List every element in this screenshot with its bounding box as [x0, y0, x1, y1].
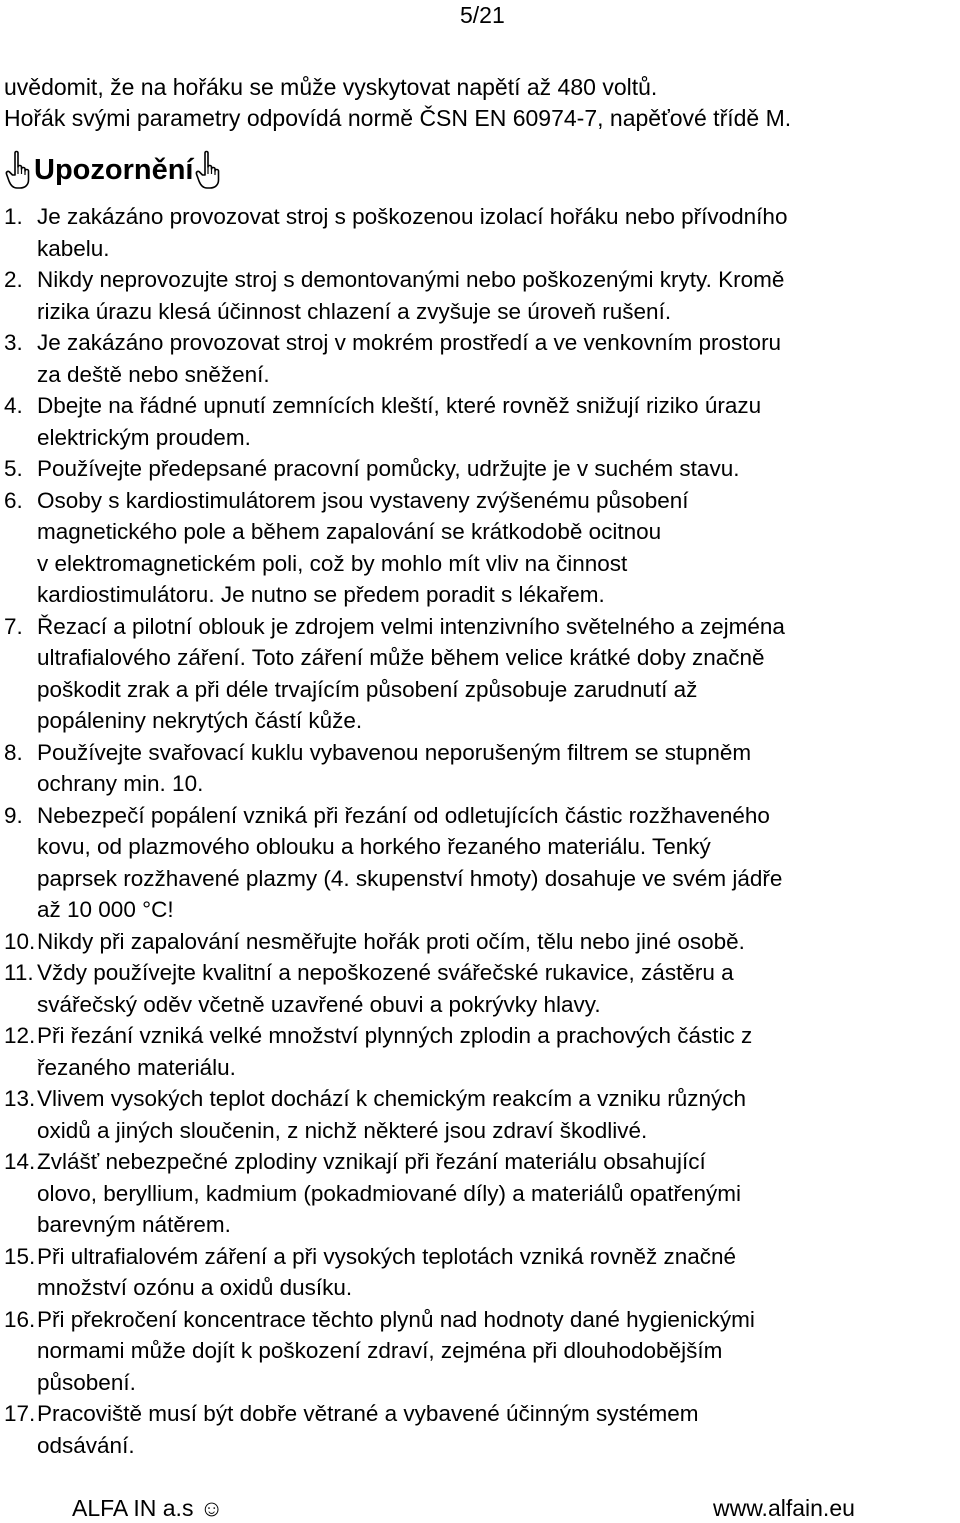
list-item-line: Je zakázáno provozovat stroj v mokrém prostředí a ve venkovním prostoru: [37, 330, 782, 355]
list-item: [0, 1398, 960, 1461]
list-item-line: paprsek rozžhavené plazmy (4. skupenství hmoty) dosahuje ve svém jádře: [37, 865, 783, 891]
list-item-line: Nebezpečí popálení vzniká při řezání od odletujících částic rozžhaveného: [37, 802, 770, 828]
list-item-number: 11.: [4, 960, 34, 985]
list-item-line: za deště nebo sněžení.: [37, 361, 270, 387]
list-item-line: Při ultrafialovém záření a při vysokých teplotách vzniká rovněž značné: [37, 1243, 737, 1269]
list-item-line: Používejte předepsané pracovní pomůcky, udržujte je v suchém stavu.: [37, 456, 740, 481]
list-item-line: normami může dojít k poškození zdraví, zejména při dlouhodobějším: [37, 1338, 723, 1363]
list-item-number: 13.: [4, 1086, 36, 1111]
page-number: 5/21: [460, 2, 505, 28]
intro-line: Hořák svými parametry odpovídá normě ČSN EN 60974-7, napěťové třídě M.: [4, 105, 792, 131]
list-item-number: 8.: [4, 739, 23, 765]
pointing-hand-icon: [4, 150, 34, 190]
list-item: [0, 201, 960, 264]
list-item-number: 4.: [4, 393, 23, 418]
list-item-line: působení.: [37, 1369, 136, 1395]
footer-website: www.alfain.eu: [713, 1495, 855, 1521]
list-item-line: kabelu.: [37, 235, 110, 261]
list-item: [0, 957, 960, 1020]
list-item-line: řezaného materiálu.: [37, 1054, 236, 1080]
list-item-line: ultrafialového záření. Toto záření může během velice krátké doby značně: [37, 645, 765, 670]
list-item-line: Vždy používejte kvalitní a nepoškozené svářečské rukavice, zástěru a: [37, 960, 734, 985]
list-item: [0, 390, 960, 453]
list-item-number: 2.: [4, 267, 23, 292]
page-footer: [0, 1493, 960, 1523]
list-item-line: Zvlášť nebezpečné zplodiny vznikají při řezání materiálu obsahující: [37, 1149, 706, 1174]
list-item-number: 12.: [4, 1023, 36, 1048]
list-item-line: poškodit zrak a při déle trvajícím působení způsobuje zarudnutí až: [37, 676, 698, 702]
list-item-number: 3.: [4, 330, 23, 355]
list-item: [0, 1304, 960, 1399]
list-item: [0, 800, 960, 926]
list-item-line: barevným nátěrem.: [37, 1212, 231, 1237]
list-item: [0, 1146, 960, 1241]
list-item-line: kovu, od plazmového oblouku a horkého řezaného materiálu. Tenký: [37, 834, 711, 859]
list-item: [0, 737, 960, 800]
list-item-line: množství ozónu a oxidů dusíku.: [37, 1275, 353, 1300]
list-item-line: oxidů a jiných sloučenin, z nichž některé jsou zdraví škodlivé.: [37, 1117, 648, 1143]
list-item: [0, 327, 960, 390]
list-item: [0, 485, 960, 611]
pointing-hand-icon: [194, 150, 224, 190]
list-item-line: Při překročení koncentrace těchto plynů nad hodnoty dané hygienickými: [37, 1306, 755, 1332]
list-item-line: Při řezání vzniká velké množství plynných zplodin a prachových částic z: [37, 1023, 753, 1048]
list-item-line: elektrickým proudem.: [37, 424, 251, 450]
list-item-line: až 10 000 °C!: [37, 897, 174, 922]
list-item-number: 15.: [4, 1243, 36, 1269]
list-item-number: 6.: [4, 487, 23, 513]
warning-list: [0, 201, 960, 1461]
list-item-number: 1.: [4, 204, 23, 229]
list-item-line: rizika úrazu klesá účinnost chlazení a zvyšuje se úroveň rušení.: [37, 298, 672, 324]
list-item-line: Nikdy neprovozujte stroj s demontovanými nebo poškozenými kryty. Kromě: [37, 267, 785, 292]
warning-heading: [4, 148, 224, 192]
list-item: [0, 1241, 960, 1304]
list-item-line: Nikdy při zapalování nesměřujte hořák proti očím, tělu nebo jiné osobě.: [37, 928, 745, 954]
list-item-line: olovo, beryllium, kadmium (pokadmiované díly) a materiálů opatřenými: [37, 1180, 742, 1206]
list-item-line: odsávání.: [37, 1432, 135, 1458]
warning-heading-text: Upozornění: [34, 153, 194, 186]
footer-company: ALFA IN a.s ☺: [72, 1495, 224, 1521]
list-item-line: kardiostimulátoru. Je nutno se předem poradit s lékařem.: [37, 582, 605, 607]
intro-paragraph: [4, 72, 791, 134]
list-item-number: 14.: [4, 1149, 36, 1174]
list-item-line: Řezací a pilotní oblouk je zdrojem velmi intenzivního světelného a zejména: [37, 613, 785, 639]
list-item: [0, 453, 960, 485]
list-item-number: 16.: [4, 1306, 36, 1332]
list-item-line: popáleniny nekrytých částí kůže.: [37, 708, 363, 733]
list-item-line: magnetického pole a během zapalování se krátkodobě ocitnou: [37, 519, 662, 544]
list-item: [0, 1083, 960, 1146]
list-item-line: v elektromagnetickém poli, což by mohlo mít vliv na činnost: [37, 550, 628, 576]
list-item-number: 17.: [4, 1401, 36, 1426]
list-item: [0, 926, 960, 958]
list-item-number: 9.: [4, 802, 23, 828]
list-item-line: Pracoviště musí být dobře větrané a vybavené účinným systémem: [37, 1401, 699, 1426]
list-item-line: Je zakázáno provozovat stroj s poškozenou izolací hořáku nebo přívodního: [37, 204, 788, 229]
list-item-line: svářečský oděv včetně uzavřené obuvi a pokrývky hlavy.: [37, 991, 601, 1017]
list-item: [0, 1020, 960, 1083]
intro-line: uvědomit, že na hořáku se může vyskytovat napětí až 480 voltů.: [4, 74, 658, 100]
list-item-number: 10.: [4, 928, 36, 954]
list-item-number: 5.: [4, 456, 23, 481]
list-item-line: Vlivem vysokých teplot dochází k chemickým reakcím a vzniku různých: [37, 1086, 746, 1111]
list-item-line: Dbejte na řádné upnutí zemnících kleští, které rovněž snižují riziko úrazu: [37, 393, 762, 418]
list-item-line: Osoby s kardiostimulátorem jsou vystaveny zvýšenému působení: [37, 487, 689, 513]
list-item: [0, 611, 960, 737]
list-item-number: 7.: [4, 613, 23, 639]
list-item-line: Používejte svařovací kuklu vybavenou neporušeným filtrem se stupněm: [37, 739, 752, 765]
list-item-line: ochrany min. 10.: [37, 771, 204, 796]
list-item: [0, 264, 960, 327]
